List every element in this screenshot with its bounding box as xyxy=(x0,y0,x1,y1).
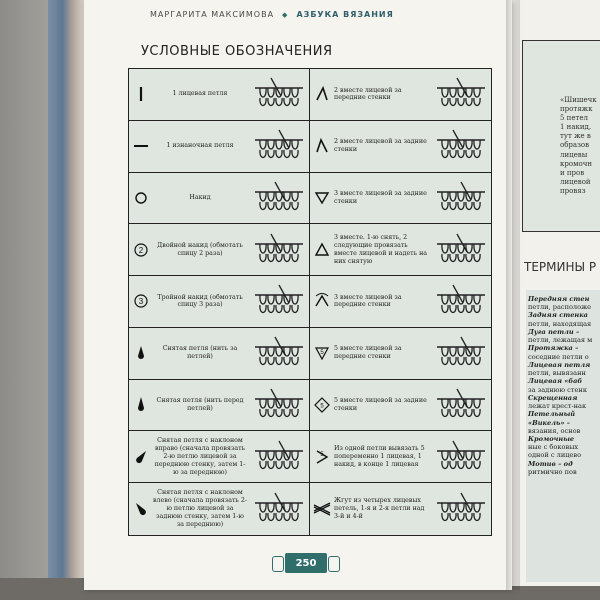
symbol-row-circle xyxy=(129,173,310,225)
symbol-description: Снятая петля с наклоном влево (сначала провязать 2-ю петлю лицевой за заднюю стенку, затем 1-ю за переднюю) xyxy=(153,489,247,528)
symbol-description: 1 лицевая петля xyxy=(172,90,228,98)
cable-cross-icon xyxy=(310,499,334,519)
term-definition: вязания, основ xyxy=(528,426,581,435)
symbol-row-drop-up-tall xyxy=(129,380,310,432)
knitting-illustration xyxy=(249,276,309,327)
term-name: Передняя стен xyxy=(528,295,590,303)
knitting-illustration xyxy=(431,328,491,379)
symbol-description: 2 вместе лицевой за задние стенки xyxy=(334,138,427,154)
drop-right-icon xyxy=(129,447,153,467)
drop-left-icon xyxy=(129,499,153,519)
fragment: образов xyxy=(560,141,590,150)
caret-left-lean-icon xyxy=(310,136,334,156)
symbol-description: 5 вместе лицевой за передние стенки xyxy=(334,345,402,361)
term-definition: одной с лицево xyxy=(528,451,582,460)
knitting-illustration xyxy=(249,431,309,482)
symbol-description: Снятая петля (нить перед петлей) xyxy=(156,397,244,413)
circle-3-icon xyxy=(129,291,153,311)
symbol-description: 2 вместе лицевой за передние стенки xyxy=(334,86,402,102)
term-name: Мотив – од xyxy=(528,459,573,468)
running-head-separator: ◆ xyxy=(282,10,289,19)
knitting-illustration xyxy=(431,380,491,431)
terms-box xyxy=(526,290,600,582)
symbol-row-circle-2 xyxy=(129,224,310,276)
dash-icon xyxy=(129,136,153,156)
symbol-description: Из одной петли вывязать 5 попеременно 1 лицевая, 1 накид, в конце 1 лицевая xyxy=(334,445,425,468)
fragment: провяз xyxy=(560,186,586,195)
symbol-description: 3 вместе лицевой за передние стенки xyxy=(334,293,402,309)
section-title: УСЛОВНЫЕ ОБОЗНАЧЕНИЯ xyxy=(141,44,333,59)
knitting-illustration xyxy=(431,431,491,482)
symbol-description: 3 вместе. 1-ю снять, 2 следующие провязать вместе лицевой и надеть на них снятую xyxy=(334,234,428,265)
fragment: лицевой xyxy=(560,177,591,186)
symbol-description: Тройной накид (обмотать спицу 3 раза) xyxy=(157,293,243,309)
symbol-description: Снятая петля (нить за петлей) xyxy=(162,345,238,361)
drop-up-tall-icon xyxy=(129,395,153,415)
symbol-table xyxy=(128,68,492,536)
fragment: лицевы xyxy=(560,150,588,159)
term-definition: ные с боковых xyxy=(528,443,579,452)
term-name: Петельный xyxy=(528,410,576,419)
term-definition: ритмично пов xyxy=(528,467,577,476)
knitting-illustration xyxy=(431,173,491,224)
term-name: Лицевая «баб xyxy=(528,377,583,386)
symbol-row-drop-right xyxy=(129,431,310,483)
up-triangle-arc-icon xyxy=(310,291,334,311)
symbol-row-diamond-5 xyxy=(310,380,491,432)
svg-text:5: 5 xyxy=(320,350,324,357)
fragment: кромочн xyxy=(560,159,593,168)
symbol-row-down-triangle xyxy=(310,173,491,225)
down-triangle-icon xyxy=(310,188,334,208)
running-head xyxy=(150,10,450,19)
svg-text:2: 2 xyxy=(138,245,144,255)
circle-2-icon xyxy=(129,240,153,260)
symbol-row-dash xyxy=(129,121,310,173)
term-definition: за заднюю стенк xyxy=(528,385,587,394)
down-triangle-5-icon xyxy=(310,343,334,363)
circle-icon xyxy=(129,188,153,208)
knitting-illustration xyxy=(249,328,309,379)
term-name: «Викель» – xyxy=(528,418,571,427)
term-name: Дуга петли – xyxy=(528,327,580,336)
symbol-row-caret-right-lean xyxy=(310,69,491,121)
symbol-description: Накид xyxy=(189,194,211,201)
running-head-book: АЗБУКА ВЯЗАНИЯ xyxy=(296,10,394,19)
symbol-description: 1 изнаночная петля xyxy=(166,142,234,150)
fragment: протяжк xyxy=(560,105,593,114)
term-definition: соседние петли о xyxy=(528,352,589,361)
fragment: и пров xyxy=(560,168,585,177)
symbol-row-up-triangle-arc xyxy=(310,276,491,328)
fragment: 1 накид, xyxy=(560,123,592,132)
fragment: «Шишечк xyxy=(560,96,597,104)
running-head-author: МАРГАРИТА МАКСИМОВА xyxy=(150,10,275,19)
symbol-row-drop-left xyxy=(129,483,310,535)
symbol-description: Снятая петля с наклоном вправо (сначала провязать 2-ю петлю лицевой за переднюю стенку, затем 1-ю за переднюю) xyxy=(154,437,246,476)
symbol-row-down-triangle-5 xyxy=(310,328,491,380)
diamond-5-icon xyxy=(310,395,334,415)
term-definition: петли, находящая xyxy=(528,319,592,328)
knitting-illustration xyxy=(431,69,491,120)
term-definition: лежат крест-нак xyxy=(528,402,587,411)
page-gutter xyxy=(506,0,520,590)
symbol-row-caret-left-lean xyxy=(310,121,491,173)
term-definition: петли, лежащая м xyxy=(528,336,593,345)
symbol-row-arrow-5 xyxy=(310,431,491,483)
term-definition: петли, вывязанн xyxy=(528,369,586,378)
book-spine xyxy=(48,0,84,600)
symbol-description: 3 вместе лицевой за задние стенки xyxy=(334,190,427,205)
right-page xyxy=(512,0,600,586)
svg-text:5: 5 xyxy=(320,451,324,458)
symbol-row-drop-up xyxy=(129,328,310,380)
term-name: Лицевая петля xyxy=(528,360,591,369)
page-number: 250 xyxy=(285,553,327,573)
knitting-illustration xyxy=(249,121,309,172)
knitting-illustration xyxy=(249,224,309,275)
term-name: Скрещенная xyxy=(528,393,578,402)
drop-up-icon xyxy=(129,343,153,363)
knitting-illustration xyxy=(249,380,309,431)
symbol-row-up-triangle xyxy=(310,224,491,276)
knitting-illustration xyxy=(431,224,491,275)
right-page-fragments xyxy=(560,96,597,196)
knitting-illustration xyxy=(249,173,309,224)
symbol-row-cable-cross xyxy=(310,483,491,535)
symbol-description: Жгут из четырех лицевых петель, 1-я и 2-я петли над 3-й и 4-й xyxy=(334,497,425,521)
knitting-illustration xyxy=(431,276,491,327)
term-definition: петли, расположе xyxy=(528,303,592,312)
term-name: Протяжка – xyxy=(528,344,579,353)
fragment: тут же в xyxy=(560,132,591,141)
vertical-bar-icon xyxy=(129,84,153,104)
terms-title: ТЕРМИНЫ Р xyxy=(524,260,597,274)
symbol-description: 5 вместе лицевой за задние стенки xyxy=(334,397,427,413)
symbol-row-circle-3 xyxy=(129,276,310,328)
knitting-illustration xyxy=(249,69,309,120)
knitting-illustration xyxy=(249,483,309,535)
term-name: Задняя стенка xyxy=(528,311,588,320)
knitting-illustration xyxy=(431,121,491,172)
term-name: Кромочные xyxy=(528,434,575,443)
up-triangle-icon xyxy=(310,240,334,260)
knitting-illustration xyxy=(431,483,491,535)
fragment: 5 петел xyxy=(560,114,588,123)
symbol-description: Двойной накид (обмотать спицу 2 раза) xyxy=(157,241,243,257)
caret-right-lean-icon xyxy=(310,84,334,104)
arrow-5-icon xyxy=(310,447,334,467)
svg-text:5: 5 xyxy=(320,403,324,410)
symbol-row-vertical-bar xyxy=(129,69,310,121)
svg-text:3: 3 xyxy=(138,297,144,307)
